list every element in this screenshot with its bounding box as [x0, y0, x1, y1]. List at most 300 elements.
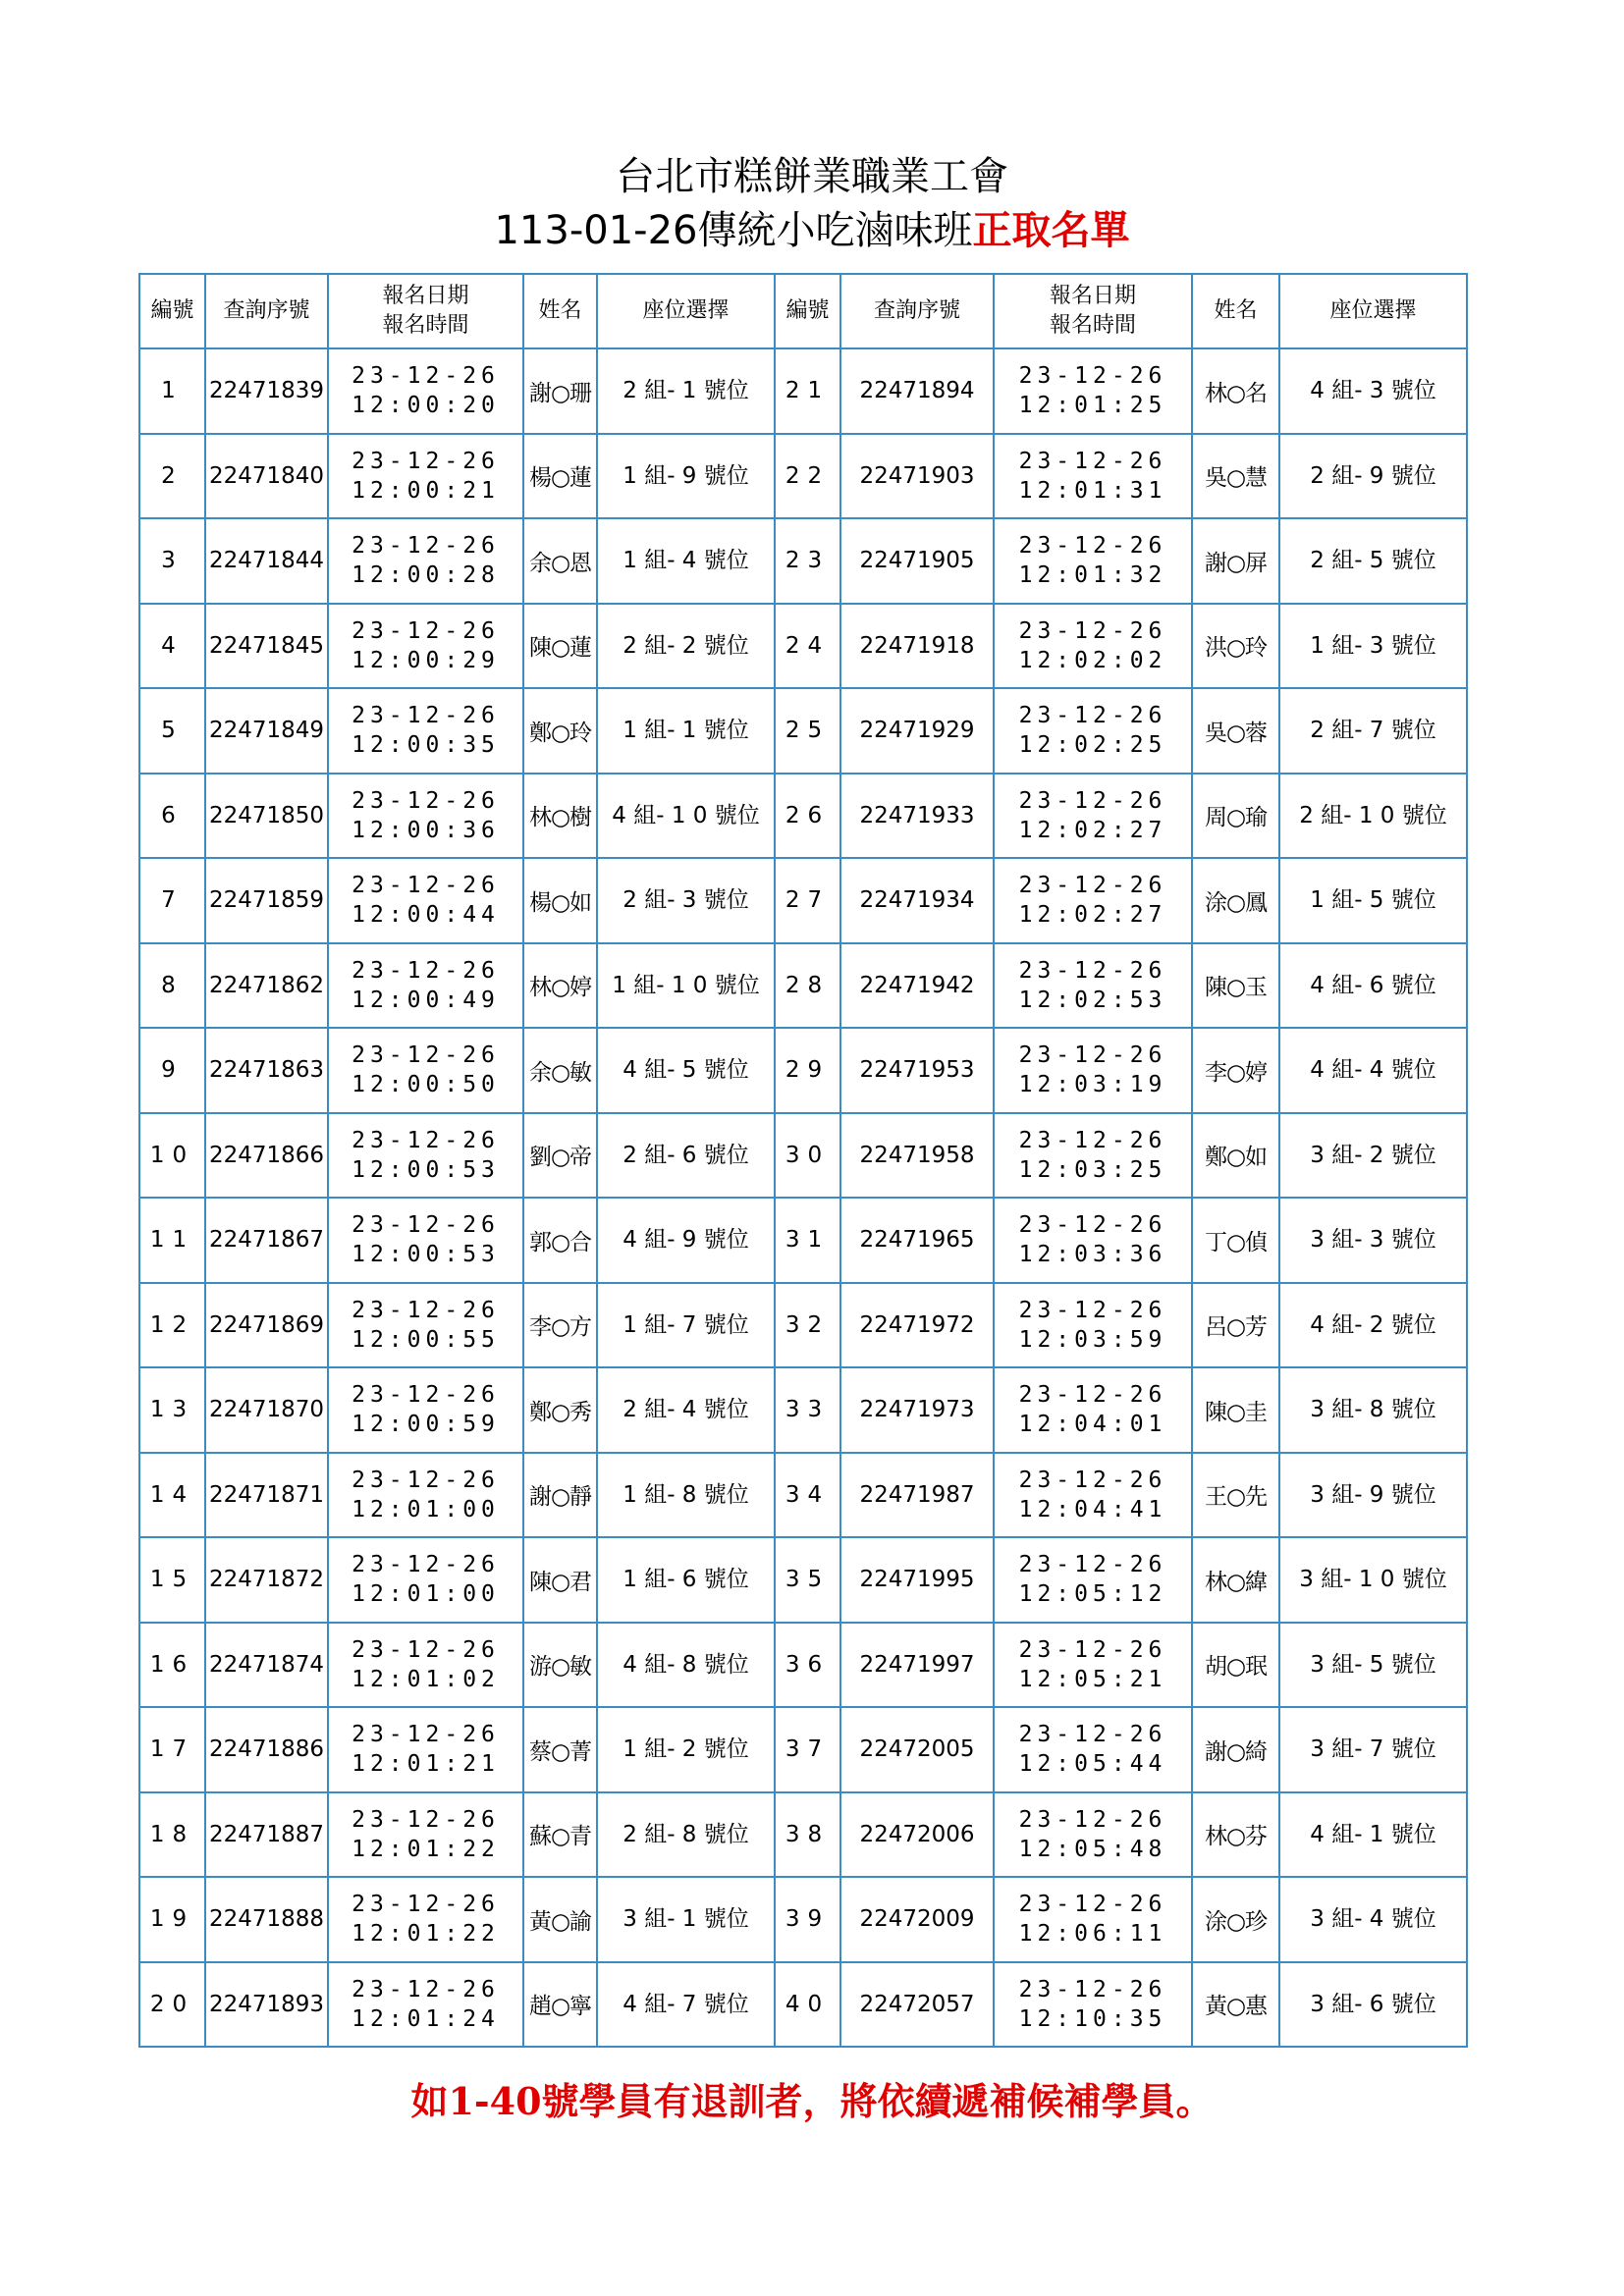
cell-name: 胡○珉	[1192, 1623, 1279, 1708]
cell-serial: 22471888	[205, 1877, 328, 1962]
cell-no: 17	[139, 1707, 205, 1792]
cell-datetime	[328, 1792, 523, 1878]
registration-date: 23-12-26	[1018, 1127, 1167, 1153]
cell-serial: 22472005	[840, 1707, 994, 1792]
cell-seat: 4 組- 9 號位	[597, 1198, 775, 1283]
cell-name: 林○名	[1192, 348, 1279, 434]
registration-date: 23-12-26	[352, 533, 500, 560]
cell-no: 15	[139, 1537, 205, 1623]
cell-no: 9	[139, 1028, 205, 1113]
cell-no: 23	[775, 518, 840, 604]
cell-seat: 4 組- 1 0 號位	[597, 774, 775, 859]
cell-name: 林○芬	[1192, 1792, 1279, 1878]
registration-time: 12:02:53	[1018, 987, 1167, 1013]
cell-no: 39	[775, 1877, 840, 1962]
cell-name: 游○敏	[523, 1623, 597, 1708]
cell-serial: 22471965	[840, 1198, 994, 1283]
registration-date: 23-12-26	[352, 448, 500, 474]
cell-name: 涂○鳳	[1192, 858, 1279, 943]
cell-serial: 22471958	[840, 1113, 994, 1199]
cell-seat: 3 組- 3 號位	[1279, 1198, 1467, 1283]
cell-no: 11	[139, 1198, 205, 1283]
cell-name: 吳○蓉	[1192, 688, 1279, 774]
col-header-name: 姓名	[1192, 274, 1279, 348]
cell-datetime	[994, 943, 1192, 1029]
cell-datetime	[328, 943, 523, 1029]
cell-seat: 1 組- 1 號位	[597, 688, 775, 774]
cell-datetime	[994, 1367, 1192, 1453]
cell-no: 18	[139, 1792, 205, 1878]
registration-date: 23-12-26	[352, 873, 500, 899]
registration-time: 12:01:24	[352, 2005, 500, 2032]
cell-seat: 1 組- 2 號位	[597, 1707, 775, 1792]
cell-datetime	[994, 1707, 1192, 1792]
registration-date: 23-12-26	[1018, 1297, 1167, 1323]
table-row	[139, 348, 1467, 434]
cell-datetime	[328, 1113, 523, 1199]
cell-seat: 1 組- 5 號位	[1279, 858, 1467, 943]
cell-serial: 22471953	[840, 1028, 994, 1113]
cell-seat: 3 組- 6 號位	[1279, 1962, 1467, 2048]
cell-seat: 4 組- 4 號位	[1279, 1028, 1467, 1113]
registration-time: 12:01:00	[352, 1496, 500, 1522]
col-header-datetime	[994, 274, 1192, 348]
registration-date: 23-12-26	[1018, 363, 1167, 390]
cell-seat: 2 組- 7 號位	[1279, 688, 1467, 774]
registration-date: 23-12-26	[352, 1212, 500, 1239]
registration-date: 23-12-26	[1018, 1212, 1167, 1239]
cell-no: 38	[775, 1792, 840, 1878]
registration-date: 23-12-26	[352, 1722, 500, 1748]
cell-serial: 22471839	[205, 348, 328, 434]
registration-date: 23-12-26	[352, 1467, 500, 1493]
registration-date: 23-12-26	[1018, 703, 1167, 729]
registration-time: 12:02:27	[1018, 902, 1167, 929]
registration-date: 23-12-26	[352, 1806, 500, 1833]
registration-time: 12:00:53	[352, 1156, 500, 1183]
table-row	[139, 1877, 1467, 1962]
cell-name: 謝○珊	[523, 348, 597, 434]
cell-datetime	[328, 1537, 523, 1623]
cell-no: 27	[775, 858, 840, 943]
registration-date: 23-12-26	[1018, 533, 1167, 560]
table-row	[139, 1113, 1467, 1199]
cell-no: 20	[139, 1962, 205, 2048]
registration-date: 23-12-26	[1018, 617, 1167, 644]
col-header-no: 編號	[775, 274, 840, 348]
registration-date: 23-12-26	[352, 787, 500, 814]
cell-name: 趙○寧	[523, 1962, 597, 2048]
cell-serial: 22471872	[205, 1537, 328, 1623]
cell-datetime	[994, 348, 1192, 434]
cell-serial: 22471903	[840, 434, 994, 519]
registration-date: 23-12-26	[352, 1297, 500, 1323]
cell-name: 黃○諭	[523, 1877, 597, 1962]
registration-time: 12:00:50	[352, 1072, 500, 1098]
registration-time: 12:04:41	[1018, 1496, 1167, 1522]
cell-name: 林○樹	[523, 774, 597, 859]
cell-serial: 22471887	[205, 1792, 328, 1878]
registration-time: 12:01:21	[352, 1751, 500, 1778]
cell-name: 劉○帝	[523, 1113, 597, 1199]
cell-datetime	[994, 434, 1192, 519]
registration-date: 23-12-26	[352, 1636, 500, 1663]
cell-no: 6	[139, 774, 205, 859]
cell-no: 7	[139, 858, 205, 943]
cell-datetime	[994, 1113, 1192, 1199]
table-row	[139, 604, 1467, 689]
registration-time: 12:00:20	[352, 393, 500, 419]
registration-time: 12:01:31	[1018, 477, 1167, 504]
cell-seat: 3 組- 8 號位	[1279, 1367, 1467, 1453]
cell-seat: 2 組- 5 號位	[1279, 518, 1467, 604]
col-header-no: 編號	[139, 274, 205, 348]
cell-no: 14	[139, 1453, 205, 1538]
cell-name: 李○婷	[1192, 1028, 1279, 1113]
cell-no: 32	[775, 1283, 840, 1368]
registration-time: 12:03:19	[1018, 1072, 1167, 1098]
cell-seat: 4 組- 8 號位	[597, 1623, 775, 1708]
cell-datetime	[994, 518, 1192, 604]
cell-datetime	[328, 604, 523, 689]
registration-time: 12:01:25	[1018, 393, 1167, 419]
cell-seat: 4 組- 7 號位	[597, 1962, 775, 2048]
cell-name: 陳○圭	[1192, 1367, 1279, 1453]
cell-serial: 22471942	[840, 943, 994, 1029]
cell-name: 楊○蓮	[523, 434, 597, 519]
cell-name: 丁○偵	[1192, 1198, 1279, 1283]
cell-serial: 22471995	[840, 1537, 994, 1623]
cell-serial: 22471893	[205, 1962, 328, 2048]
cell-name: 陳○玉	[1192, 943, 1279, 1029]
col-header-date: 報名日期	[382, 284, 469, 308]
cell-datetime	[328, 434, 523, 519]
table-row	[139, 858, 1467, 943]
cell-name: 林○婷	[523, 943, 597, 1029]
col-header-seat: 座位選擇	[597, 274, 775, 348]
table-row	[139, 1198, 1467, 1283]
cell-name: 洪○玲	[1192, 604, 1279, 689]
cell-no: 19	[139, 1877, 205, 1962]
cell-serial: 22471863	[205, 1028, 328, 1113]
registration-date: 23-12-26	[1018, 1892, 1167, 1918]
registration-date: 23-12-26	[1018, 1722, 1167, 1748]
registration-time: 12:10:35	[1018, 2005, 1167, 2032]
registration-time: 12:01:32	[1018, 562, 1167, 589]
registration-time: 12:05:12	[1018, 1581, 1167, 1608]
cell-name: 楊○如	[523, 858, 597, 943]
registration-date: 23-12-26	[1018, 1976, 1167, 2002]
course-name: 113-01-26傳統小吃滷味班	[494, 208, 973, 253]
cell-name: 林○緯	[1192, 1537, 1279, 1623]
col-header-seat: 座位選擇	[1279, 274, 1467, 348]
cell-no: 3	[139, 518, 205, 604]
registration-date: 23-12-26	[1018, 1552, 1167, 1578]
cell-no: 12	[139, 1283, 205, 1368]
registration-date: 23-12-26	[1018, 957, 1167, 984]
cell-name: 余○恩	[523, 518, 597, 604]
cell-name: 周○瑜	[1192, 774, 1279, 859]
cell-no: 31	[775, 1198, 840, 1283]
col-header-name: 姓名	[523, 274, 597, 348]
cell-seat: 4 組- 6 號位	[1279, 943, 1467, 1029]
cell-seat: 1 組- 6 號位	[597, 1537, 775, 1623]
cell-serial: 22471867	[205, 1198, 328, 1283]
cell-no: 16	[139, 1623, 205, 1708]
cell-serial: 22471874	[205, 1623, 328, 1708]
cell-datetime	[994, 1283, 1192, 1368]
cell-datetime	[328, 1198, 523, 1283]
cell-datetime	[994, 1623, 1192, 1708]
organization-title: 台北市糕餅業職業工會	[616, 154, 1008, 199]
registration-time: 12:01:02	[352, 1666, 500, 1692]
col-header-time: 報名時間	[382, 313, 469, 338]
course-title	[0, 206, 1624, 255]
cell-no: 37	[775, 1707, 840, 1792]
registration-time: 12:00:53	[352, 1242, 500, 1268]
table-row	[139, 1962, 1467, 2048]
cell-no: 13	[139, 1367, 205, 1453]
cell-serial: 22471934	[840, 858, 994, 943]
registration-date: 23-12-26	[352, 1976, 500, 2002]
cell-seat: 3 組- 7 號位	[1279, 1707, 1467, 1792]
registration-date: 23-12-26	[352, 1892, 500, 1918]
cell-seat: 4 組- 2 號位	[1279, 1283, 1467, 1368]
cell-seat: 4 組- 1 號位	[1279, 1792, 1467, 1878]
registration-time: 12:00:28	[352, 562, 500, 589]
cell-name: 鄭○如	[1192, 1113, 1279, 1199]
cell-datetime	[994, 858, 1192, 943]
cell-datetime	[328, 1028, 523, 1113]
table-row	[139, 1707, 1467, 1792]
registration-time: 12:03:25	[1018, 1156, 1167, 1183]
cell-datetime	[328, 688, 523, 774]
table-row	[139, 1537, 1467, 1623]
cell-seat: 4 組- 5 號位	[597, 1028, 775, 1113]
cell-no: 33	[775, 1367, 840, 1453]
col-header-datetime	[328, 274, 523, 348]
registration-date: 23-12-26	[1018, 873, 1167, 899]
cell-no: 28	[775, 943, 840, 1029]
cell-seat: 1 組- 4 號位	[597, 518, 775, 604]
cell-serial: 22471918	[840, 604, 994, 689]
cell-serial: 22471869	[205, 1283, 328, 1368]
cell-serial: 22471844	[205, 518, 328, 604]
cell-seat: 3 組- 2 號位	[1279, 1113, 1467, 1199]
cell-datetime	[328, 858, 523, 943]
registration-date: 23-12-26	[1018, 448, 1167, 474]
cell-name: 黃○惠	[1192, 1962, 1279, 2048]
cell-seat: 2 組- 3 號位	[597, 858, 775, 943]
registration-time: 12:05:21	[1018, 1666, 1167, 1692]
registration-date: 23-12-26	[352, 363, 500, 390]
registration-time: 12:05:44	[1018, 1751, 1167, 1778]
registration-time: 12:02:27	[1018, 817, 1167, 843]
table-row	[139, 518, 1467, 604]
cell-no: 36	[775, 1623, 840, 1708]
registration-time: 12:02:25	[1018, 732, 1167, 759]
cell-no: 34	[775, 1453, 840, 1538]
cell-no: 21	[775, 348, 840, 434]
table-row	[139, 688, 1467, 774]
registration-time: 12:04:01	[1018, 1412, 1167, 1438]
cell-datetime	[994, 774, 1192, 859]
cell-seat: 3 組- 1 號位	[597, 1877, 775, 1962]
cell-seat: 2 組- 4 號位	[597, 1367, 775, 1453]
cell-serial: 22471845	[205, 604, 328, 689]
footer-note: 如1-40號學員有退訓者，將依續遞補候補學員。	[410, 2079, 1214, 2123]
registration-time: 12:01:22	[352, 1921, 500, 1948]
cell-no: 1	[139, 348, 205, 434]
cell-seat: 4 組- 3 號位	[1279, 348, 1467, 434]
cell-name: 陳○君	[523, 1537, 597, 1623]
admission-table	[138, 273, 1468, 2048]
registration-date: 23-12-26	[352, 1552, 500, 1578]
cell-serial: 22471866	[205, 1113, 328, 1199]
col-header-serial: 查詢序號	[840, 274, 994, 348]
cell-serial: 22472006	[840, 1792, 994, 1878]
registration-time: 12:00:49	[352, 987, 500, 1013]
registration-time: 12:00:35	[352, 732, 500, 759]
table-row	[139, 1028, 1467, 1113]
cell-datetime	[328, 1367, 523, 1453]
cell-seat: 1 組- 7 號位	[597, 1283, 775, 1368]
cell-no: 2	[139, 434, 205, 519]
cell-datetime	[994, 688, 1192, 774]
cell-name: 王○先	[1192, 1453, 1279, 1538]
cell-seat: 2 組- 9 號位	[1279, 434, 1467, 519]
col-header-serial: 查詢序號	[205, 274, 328, 348]
cell-serial: 22471859	[205, 858, 328, 943]
cell-serial: 22471997	[840, 1623, 994, 1708]
registration-date: 23-12-26	[1018, 1467, 1167, 1493]
cell-datetime	[328, 348, 523, 434]
cell-datetime	[994, 1792, 1192, 1878]
cell-no: 10	[139, 1113, 205, 1199]
table-row	[139, 1367, 1467, 1453]
cell-name: 涂○珍	[1192, 1877, 1279, 1962]
cell-datetime	[328, 1707, 523, 1792]
cell-serial: 22471886	[205, 1707, 328, 1792]
registration-date: 23-12-26	[352, 1127, 500, 1153]
col-header-time: 報名時間	[1049, 313, 1136, 338]
cell-name: 吳○慧	[1192, 434, 1279, 519]
cell-no: 8	[139, 943, 205, 1029]
table-row	[139, 1792, 1467, 1878]
cell-name: 謝○綺	[1192, 1707, 1279, 1792]
cell-no: 24	[775, 604, 840, 689]
cell-serial: 22471973	[840, 1367, 994, 1453]
registration-time: 12:02:02	[1018, 647, 1167, 673]
cell-no: 5	[139, 688, 205, 774]
cell-datetime	[994, 1877, 1192, 1962]
cell-name: 陳○蓮	[523, 604, 597, 689]
registration-date: 23-12-26	[352, 957, 500, 984]
cell-datetime	[328, 1283, 523, 1368]
cell-seat: 1 組- 3 號位	[1279, 604, 1467, 689]
cell-name: 謝○靜	[523, 1453, 597, 1538]
cell-no: 40	[775, 1962, 840, 2048]
registration-time: 12:00:36	[352, 817, 500, 843]
list-label: 正取名單	[972, 208, 1130, 253]
cell-serial: 22472057	[840, 1962, 994, 2048]
col-header-date: 報名日期	[1049, 284, 1136, 308]
cell-datetime	[994, 1198, 1192, 1283]
cell-datetime	[994, 1028, 1192, 1113]
cell-datetime	[328, 774, 523, 859]
registration-date: 23-12-26	[352, 703, 500, 729]
registration-time: 12:03:36	[1018, 1242, 1167, 1268]
cell-serial: 22471862	[205, 943, 328, 1029]
cell-datetime	[328, 1877, 523, 1962]
cell-datetime	[994, 1453, 1192, 1538]
registration-time: 12:01:00	[352, 1581, 500, 1608]
cell-datetime	[328, 1962, 523, 2048]
table-row	[139, 943, 1467, 1029]
registration-time: 12:05:48	[1018, 1836, 1167, 1862]
registration-date: 23-12-26	[352, 617, 500, 644]
cell-datetime	[328, 518, 523, 604]
registration-date: 23-12-26	[352, 1042, 500, 1069]
cell-seat: 2 組- 1 號位	[597, 348, 775, 434]
cell-serial: 22471894	[840, 348, 994, 434]
registration-date: 23-12-26	[1018, 1382, 1167, 1409]
cell-seat: 1 組- 1 0 號位	[597, 943, 775, 1029]
cell-name: 鄭○玲	[523, 688, 597, 774]
cell-seat: 3 組- 9 號位	[1279, 1453, 1467, 1538]
cell-serial: 22471929	[840, 688, 994, 774]
cell-seat: 2 組- 8 號位	[597, 1792, 775, 1878]
cell-name: 呂○芳	[1192, 1283, 1279, 1368]
cell-seat: 2 組- 6 號位	[597, 1113, 775, 1199]
table-row	[139, 434, 1467, 519]
cell-serial: 22471870	[205, 1367, 328, 1453]
cell-seat: 3 組- 5 號位	[1279, 1623, 1467, 1708]
cell-no: 26	[775, 774, 840, 859]
registration-time: 12:00:55	[352, 1326, 500, 1353]
table-row	[139, 1283, 1467, 1368]
cell-serial: 22471849	[205, 688, 328, 774]
registration-time: 12:06:11	[1018, 1921, 1167, 1948]
registration-time: 12:01:22	[352, 1836, 500, 1862]
table-row	[139, 774, 1467, 859]
table-row	[139, 1623, 1467, 1708]
table-row	[139, 1453, 1467, 1538]
cell-name: 蘇○青	[523, 1792, 597, 1878]
cell-seat: 3 組- 1 0 號位	[1279, 1537, 1467, 1623]
cell-serial: 22471987	[840, 1453, 994, 1538]
registration-time: 12:03:59	[1018, 1326, 1167, 1353]
registration-time: 12:00:21	[352, 477, 500, 504]
registration-date: 23-12-26	[1018, 1042, 1167, 1069]
cell-name: 郭○合	[523, 1198, 597, 1283]
cell-serial: 22471871	[205, 1453, 328, 1538]
cell-name: 李○方	[523, 1283, 597, 1368]
cell-seat: 2 組- 1 0 號位	[1279, 774, 1467, 859]
registration-date: 23-12-26	[352, 1382, 500, 1409]
cell-no: 25	[775, 688, 840, 774]
cell-serial: 22471905	[840, 518, 994, 604]
cell-no: 29	[775, 1028, 840, 1113]
registration-time: 12:00:44	[352, 902, 500, 929]
cell-datetime	[328, 1623, 523, 1708]
cell-name: 蔡○菁	[523, 1707, 597, 1792]
cell-serial: 22472009	[840, 1877, 994, 1962]
cell-name: 謝○屏	[1192, 518, 1279, 604]
cell-seat: 1 組- 8 號位	[597, 1453, 775, 1538]
registration-time: 12:00:29	[352, 647, 500, 673]
cell-no: 22	[775, 434, 840, 519]
